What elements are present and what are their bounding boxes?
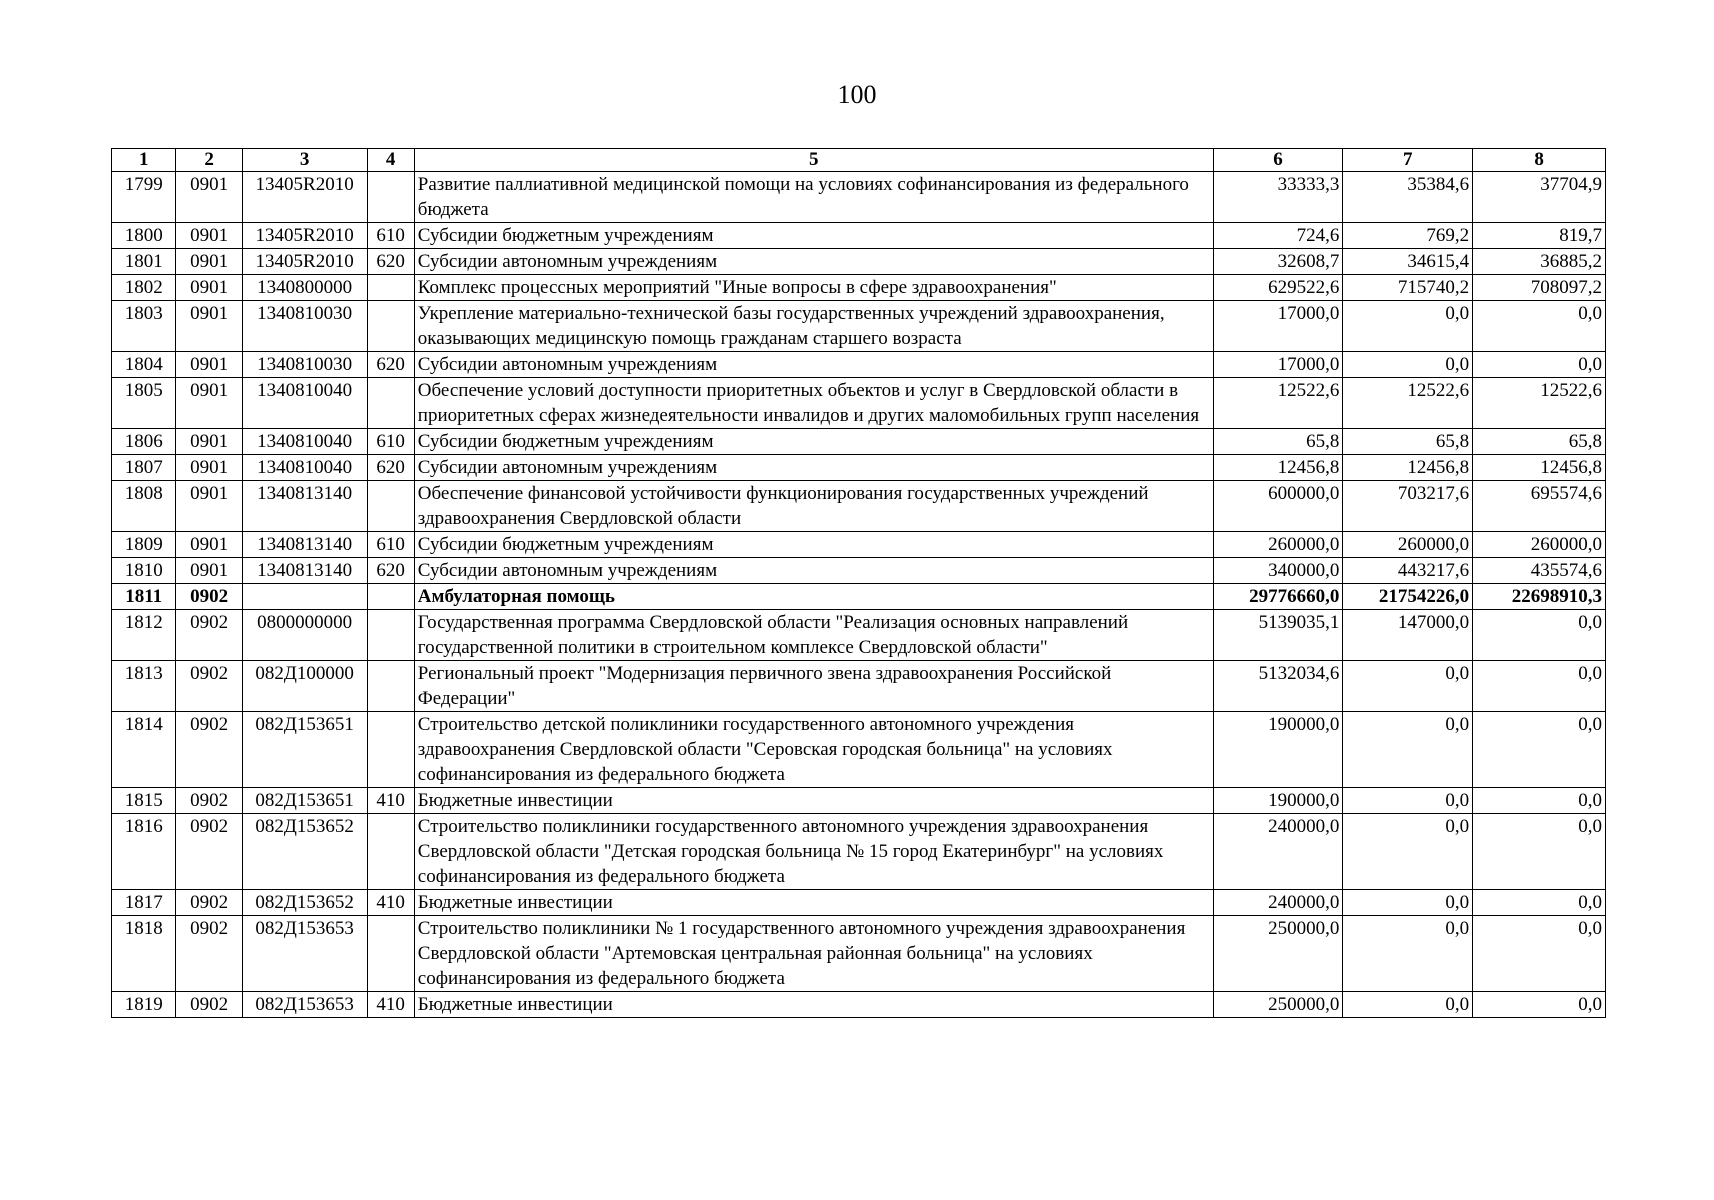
amount-col7-cell: 0,0 [1343,661,1473,712]
row-number-cell: 1816 [112,814,176,890]
table-row [112,429,1606,455]
table-row [112,481,1606,532]
amount-col8-cell: 12456,8 [1473,455,1606,481]
amount-col6-cell: 190000,0 [1213,712,1343,788]
item-name-cell: Строительство детской поликлиники государственного автономного учреждения здравоохранения Свердловской области "Серовская городская больница" на условиях софинансирования из федерального бюджета [414,712,1213,788]
amount-col6-cell: 250000,0 [1213,992,1343,1018]
table-row [112,814,1606,890]
section-code-cell: 0901 [176,429,242,455]
amount-col6-cell: 340000,0 [1213,558,1343,584]
section-code-cell: 0901 [176,249,242,275]
header-col-7: 7 [1343,149,1473,172]
amount-col6-cell: 12522,6 [1213,378,1343,429]
expense-type-cell: 410 [367,992,414,1018]
target-code-cell: 1340813140 [242,481,367,532]
target-code-cell: 082Д100000 [242,661,367,712]
expense-type-cell: 620 [367,352,414,378]
amount-col6-cell: 5132034,6 [1213,661,1343,712]
amount-col7-cell: 0,0 [1343,992,1473,1018]
amount-col6-cell: 65,8 [1213,429,1343,455]
table-row [112,610,1606,661]
amount-col8-cell: 819,7 [1473,223,1606,249]
table-row [112,532,1606,558]
section-code-cell: 0901 [176,352,242,378]
expense-type-cell: 620 [367,558,414,584]
amount-col8-cell: 12522,6 [1473,378,1606,429]
target-code-cell: 1340810030 [242,352,367,378]
row-number-cell: 1813 [112,661,176,712]
target-code-cell: 082Д153652 [242,890,367,916]
target-code-cell: 1340810040 [242,378,367,429]
target-code-cell: 082Д153652 [242,814,367,890]
item-name-cell: Укрепление материально-технической базы государственных учреждений здравоохранения, оказывающих медицинскую помощь гражданам старшего возраста [414,301,1213,352]
amount-col8-cell: 0,0 [1473,814,1606,890]
target-code-cell: 1340810040 [242,455,367,481]
table-row [112,455,1606,481]
amount-col6-cell: 629522,6 [1213,275,1343,301]
amount-col6-cell: 724,6 [1213,223,1343,249]
row-number-cell: 1803 [112,301,176,352]
budget-table [111,148,1606,1018]
amount-col7-cell: 703217,6 [1343,481,1473,532]
item-name-cell: Субсидии бюджетным учреждениям [414,223,1213,249]
amount-col8-cell: 435574,6 [1473,558,1606,584]
amount-col8-cell: 37704,9 [1473,172,1606,223]
item-name-cell: Обеспечение условий доступности приоритетных объектов и услуг в Свердловской области в приоритетных сферах жизнедеятельности инвалидов и других маломобильных групп населения [414,378,1213,429]
amount-col6-cell: 17000,0 [1213,301,1343,352]
section-code-cell: 0901 [176,275,242,301]
target-code-cell [242,584,367,610]
item-name-cell: Обеспечение финансовой устойчивости функционирования государственных учреждений здравоохранения Свердловской области [414,481,1213,532]
amount-col7-cell: 147000,0 [1343,610,1473,661]
target-code-cell: 082Д153653 [242,916,367,992]
amount-col8-cell: 0,0 [1473,610,1606,661]
row-number-cell: 1801 [112,249,176,275]
amount-col6-cell: 29776660,0 [1213,584,1343,610]
header-row [112,149,1606,172]
item-name-cell: Бюджетные инвестиции [414,788,1213,814]
header-col-8: 8 [1473,149,1606,172]
amount-col8-cell: 0,0 [1473,712,1606,788]
amount-col7-cell: 0,0 [1343,890,1473,916]
row-number-cell: 1799 [112,172,176,223]
header-col-4: 4 [367,149,414,172]
expense-type-cell: 620 [367,249,414,275]
amount-col8-cell: 65,8 [1473,429,1606,455]
item-name-cell: Субсидии бюджетным учреждениям [414,532,1213,558]
amount-col7-cell: 0,0 [1343,814,1473,890]
section-code-cell: 0902 [176,712,242,788]
amount-col7-cell: 65,8 [1343,429,1473,455]
item-name-cell: Субсидии бюджетным учреждениям [414,429,1213,455]
section-code-cell: 0902 [176,992,242,1018]
item-name-cell: Региональный проект "Модернизация первичного звена здравоохранения Российской Федерации" [414,661,1213,712]
table-row [112,712,1606,788]
amount-col6-cell: 32608,7 [1213,249,1343,275]
table-row [112,301,1606,352]
expense-type-cell [367,916,414,992]
amount-col7-cell: 0,0 [1343,301,1473,352]
row-number-cell: 1815 [112,788,176,814]
target-code-cell: 1340810040 [242,429,367,455]
row-number-cell: 1802 [112,275,176,301]
amount-col8-cell: 0,0 [1473,992,1606,1018]
target-code-cell: 1340813140 [242,532,367,558]
expense-type-cell [367,275,414,301]
row-number-cell: 1818 [112,916,176,992]
amount-col7-cell: 12456,8 [1343,455,1473,481]
item-name-cell: Строительство поликлиники государственного автономного учреждения здравоохранения Свердловской области "Детская городская больница № 15 город Екатеринбург" на условиях софинансирования из федерального бюджета [414,814,1213,890]
amount-col6-cell: 600000,0 [1213,481,1343,532]
row-number-cell: 1809 [112,532,176,558]
expense-type-cell: 410 [367,788,414,814]
amount-col6-cell: 190000,0 [1213,788,1343,814]
expense-type-cell [367,481,414,532]
amount-col8-cell: 0,0 [1473,301,1606,352]
section-code-cell: 0901 [176,301,242,352]
amount-col8-cell: 0,0 [1473,916,1606,992]
row-number-cell: 1807 [112,455,176,481]
row-number-cell: 1806 [112,429,176,455]
expense-type-cell [367,378,414,429]
section-code-cell: 0901 [176,223,242,249]
table-row [112,558,1606,584]
expense-type-cell: 610 [367,532,414,558]
section-code-cell: 0902 [176,916,242,992]
expense-type-cell [367,661,414,712]
table-row [112,352,1606,378]
expense-type-cell [367,172,414,223]
target-code-cell: 082Д153651 [242,788,367,814]
header-col-2: 2 [176,149,242,172]
target-code-cell: 0800000000 [242,610,367,661]
amount-col8-cell: 22698910,3 [1473,584,1606,610]
header-col-6: 6 [1213,149,1343,172]
amount-col7-cell: 0,0 [1343,712,1473,788]
table-row [112,378,1606,429]
section-code-cell: 0902 [176,661,242,712]
amount-col7-cell: 0,0 [1343,916,1473,992]
item-name-cell: Субсидии автономным учреждениям [414,249,1213,275]
section-code-cell: 0902 [176,584,242,610]
expense-type-cell [367,301,414,352]
section-code-cell: 0901 [176,532,242,558]
expense-type-cell: 610 [367,429,414,455]
expense-type-cell: 610 [367,223,414,249]
section-code-cell: 0902 [176,610,242,661]
amount-col8-cell: 0,0 [1473,788,1606,814]
item-name-cell: Государственная программа Свердловской области "Реализация основных направлений государственной политики в строительном комплексе Свердловской области" [414,610,1213,661]
expense-type-cell [367,712,414,788]
table-row [112,223,1606,249]
target-code-cell: 1340800000 [242,275,367,301]
amount-col7-cell: 35384,6 [1343,172,1473,223]
item-name-cell: Бюджетные инвестиции [414,992,1213,1018]
amount-col7-cell: 0,0 [1343,352,1473,378]
header-col-1: 1 [112,149,176,172]
row-number-cell: 1812 [112,610,176,661]
amount-col7-cell: 443217,6 [1343,558,1473,584]
page-number: 100 [837,80,877,109]
amount-col6-cell: 33333,3 [1213,172,1343,223]
amount-col7-cell: 12522,6 [1343,378,1473,429]
section-code-cell: 0902 [176,890,242,916]
amount-col7-cell: 0,0 [1343,788,1473,814]
amount-col6-cell: 17000,0 [1213,352,1343,378]
amount-col8-cell: 36885,2 [1473,249,1606,275]
amount-col8-cell: 0,0 [1473,352,1606,378]
amount-col6-cell: 5139035,1 [1213,610,1343,661]
amount-col8-cell: 708097,2 [1473,275,1606,301]
table-row [112,172,1606,223]
expense-type-cell [367,610,414,661]
section-code-cell: 0901 [176,481,242,532]
target-code-cell: 13405R2010 [242,172,367,223]
amount-col7-cell: 715740,2 [1343,275,1473,301]
row-number-cell: 1819 [112,992,176,1018]
amount-col8-cell: 0,0 [1473,890,1606,916]
item-name-cell: Амбулаторная помощь [414,584,1213,610]
row-number-cell: 1810 [112,558,176,584]
expense-type-cell: 410 [367,890,414,916]
table-row [112,661,1606,712]
item-name-cell: Комплекс процессных мероприятий "Иные вопросы в сфере здравоохранения" [414,275,1213,301]
target-code-cell: 1340813140 [242,558,367,584]
section-code-cell: 0901 [176,558,242,584]
row-number-cell: 1804 [112,352,176,378]
expense-type-cell [367,584,414,610]
amount-col7-cell: 260000,0 [1343,532,1473,558]
table-body [112,172,1606,1018]
section-code-cell: 0902 [176,788,242,814]
amount-col6-cell: 240000,0 [1213,890,1343,916]
section-code-cell: 0902 [176,814,242,890]
section-code-cell: 0901 [176,172,242,223]
table-row [112,249,1606,275]
row-number-cell: 1817 [112,890,176,916]
item-name-cell: Бюджетные инвестиции [414,890,1213,916]
amount-col6-cell: 250000,0 [1213,916,1343,992]
amount-col8-cell: 695574,6 [1473,481,1606,532]
row-number-cell: 1805 [112,378,176,429]
amount-col7-cell: 769,2 [1343,223,1473,249]
target-code-cell: 082Д153653 [242,992,367,1018]
target-code-cell: 13405R2010 [242,223,367,249]
table-row [112,584,1606,610]
item-name-cell: Субсидии автономным учреждениям [414,455,1213,481]
section-code-cell: 0901 [176,455,242,481]
amount-col8-cell: 260000,0 [1473,532,1606,558]
target-code-cell: 082Д153651 [242,712,367,788]
item-name-cell: Строительство поликлиники № 1 государственного автономного учреждения здравоохранения Свердловской области "Артемовская центральная районная больница" на условиях софинансирования из федерального бюджета [414,916,1213,992]
header-col-3: 3 [242,149,367,172]
table-row [112,916,1606,992]
table-row [112,788,1606,814]
amount-col7-cell: 21754226,0 [1343,584,1473,610]
table-row [112,992,1606,1018]
amount-col7-cell: 34615,4 [1343,249,1473,275]
amount-col6-cell: 260000,0 [1213,532,1343,558]
expense-type-cell: 620 [367,455,414,481]
target-code-cell: 1340810030 [242,301,367,352]
table-row [112,890,1606,916]
header-col-5: 5 [414,149,1213,172]
row-number-cell: 1800 [112,223,176,249]
row-number-cell: 1814 [112,712,176,788]
table-row [112,275,1606,301]
row-number-cell: 1808 [112,481,176,532]
target-code-cell: 13405R2010 [242,249,367,275]
expense-type-cell [367,814,414,890]
item-name-cell: Субсидии автономным учреждениям [414,352,1213,378]
item-name-cell: Развитие паллиативной медицинской помощи на условиях софинансирования из федерального бюджета [414,172,1213,223]
item-name-cell: Субсидии автономным учреждениям [414,558,1213,584]
amount-col8-cell: 0,0 [1473,661,1606,712]
amount-col6-cell: 12456,8 [1213,455,1343,481]
amount-col6-cell: 240000,0 [1213,814,1343,890]
section-code-cell: 0901 [176,378,242,429]
row-number-cell: 1811 [112,584,176,610]
